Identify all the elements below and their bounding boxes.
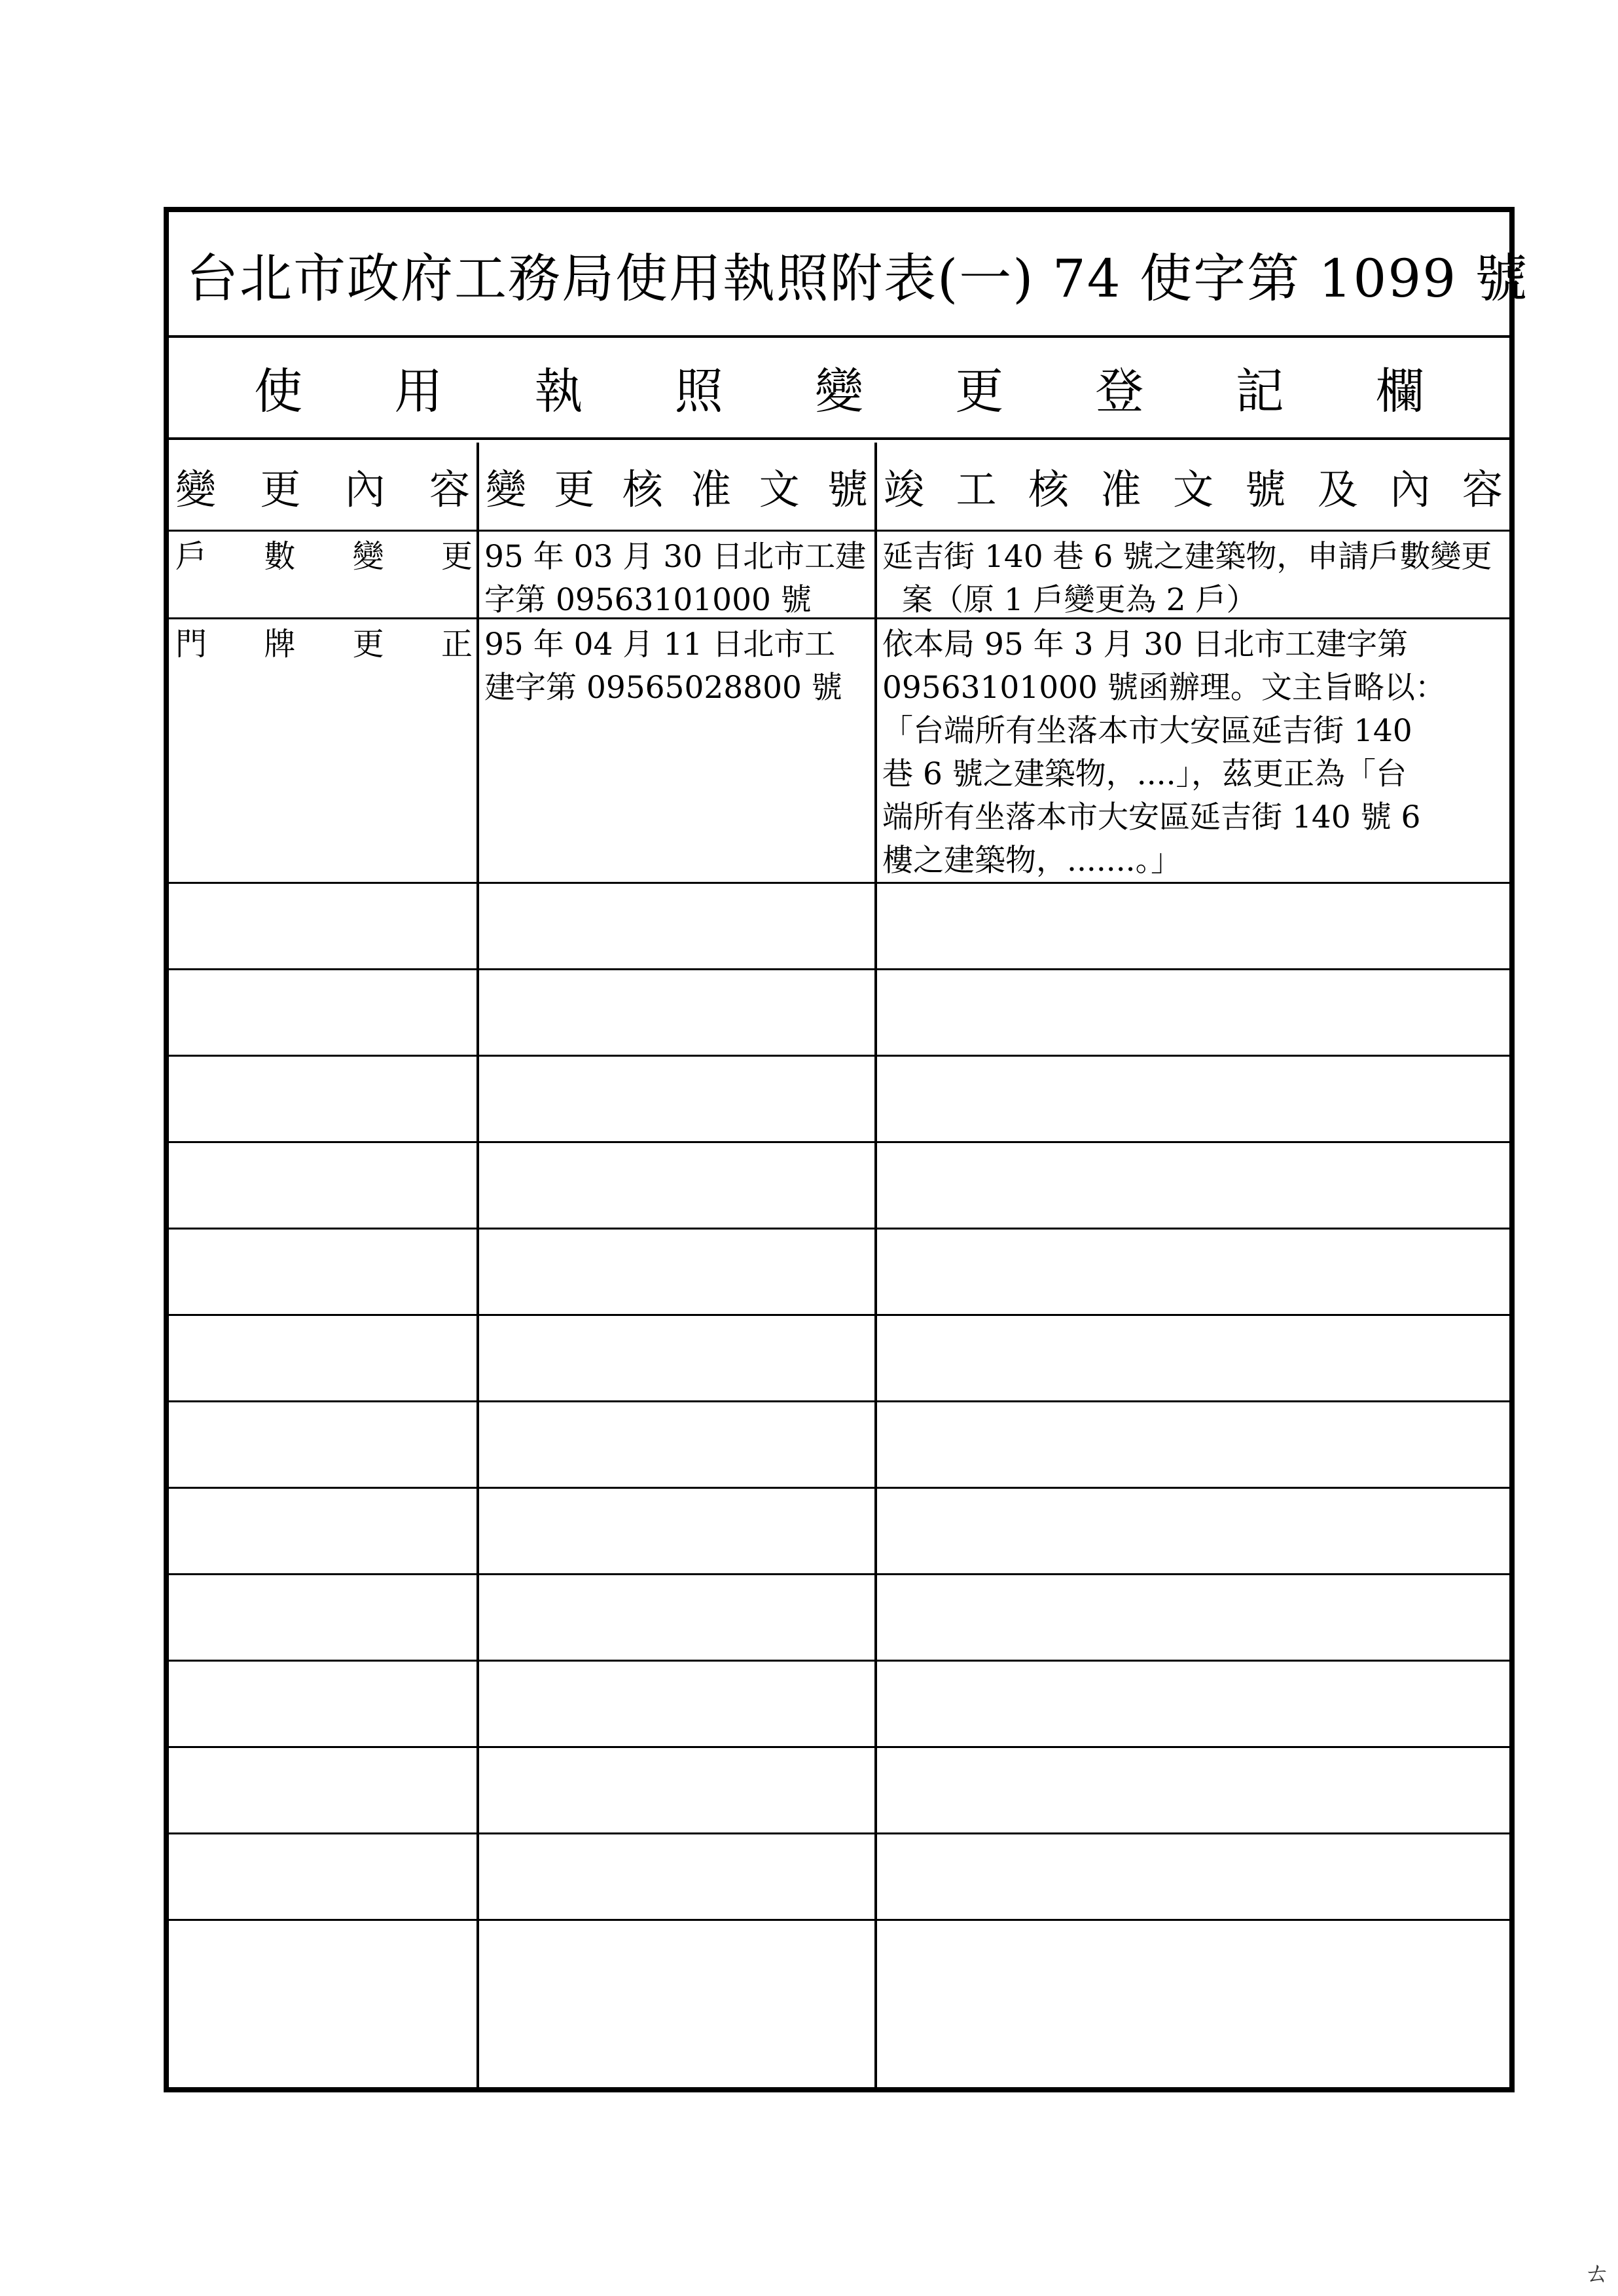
empty-cell xyxy=(877,1057,1509,1141)
type-char: 變 xyxy=(352,538,384,575)
license-change-form xyxy=(164,207,1529,2092)
empty-table-row xyxy=(169,1057,1509,1143)
header-char: 准 xyxy=(691,465,732,513)
empty-cell xyxy=(479,1662,877,1746)
empty-cell xyxy=(479,1748,877,1832)
empty-cell xyxy=(169,884,479,968)
type-char: 更 xyxy=(352,626,384,663)
header-char: 內 xyxy=(1390,465,1431,513)
empty-cell xyxy=(877,1748,1509,1832)
empty-cell xyxy=(169,1575,479,1660)
empty-cell xyxy=(169,1143,479,1228)
approval-line: 建字第 09565028800 號 xyxy=(484,670,842,706)
subtitle-char: 記 xyxy=(1235,363,1284,420)
type-char: 正 xyxy=(440,626,473,663)
empty-table-row xyxy=(169,1143,1509,1230)
type-char: 牌 xyxy=(264,626,296,663)
header-char: 工 xyxy=(956,465,997,513)
empty-cell xyxy=(877,1402,1509,1487)
empty-cell xyxy=(877,884,1509,968)
empty-table-row xyxy=(169,1402,1509,1489)
empty-cell xyxy=(877,1834,1509,1919)
empty-cell xyxy=(877,1489,1509,1573)
header-char: 號 xyxy=(1245,465,1286,513)
completion-content-cell xyxy=(877,619,1509,882)
subtitle-char: 登 xyxy=(1095,363,1144,420)
empty-table-row xyxy=(169,1748,1509,1834)
table-row xyxy=(169,619,1509,884)
content-line: 樓之建築物，.......。」 xyxy=(882,843,1182,879)
content-line: 09563101000 號函辦理。文主旨略以： xyxy=(882,670,1446,706)
approval-number-cell xyxy=(479,619,877,882)
empty-cell xyxy=(479,1489,877,1573)
header-char: 號 xyxy=(827,465,868,513)
change-type-cell xyxy=(169,532,479,617)
empty-table-row xyxy=(169,1316,1509,1402)
empty-cell xyxy=(877,1662,1509,1746)
header-char: 竣 xyxy=(884,465,925,513)
type-char: 數 xyxy=(264,538,296,575)
completion-content-cell xyxy=(877,532,1509,617)
empty-cell xyxy=(479,1575,877,1660)
empty-cell xyxy=(479,970,877,1055)
subtitle-char: 用 xyxy=(394,363,443,420)
subtitle-char: 照 xyxy=(674,363,723,420)
approval-line: 95 年 03 月 30 日北市工建 xyxy=(484,539,867,575)
header-change-content xyxy=(169,443,479,530)
empty-table-row xyxy=(169,1230,1509,1316)
empty-cell xyxy=(479,1834,877,1919)
empty-table-row xyxy=(169,1575,1509,1662)
empty-cell xyxy=(169,1057,479,1141)
type-char: 更 xyxy=(440,538,473,575)
header-char: 變 xyxy=(486,465,527,513)
header-char: 准 xyxy=(1100,465,1142,513)
empty-table-row xyxy=(169,1834,1509,1921)
empty-table-row xyxy=(169,1489,1509,1575)
table-row xyxy=(169,532,1509,619)
empty-cell xyxy=(169,1402,479,1487)
empty-cell xyxy=(479,1230,877,1314)
header-char: 文 xyxy=(1172,465,1214,513)
approval-line: 95 年 04 月 11 日北市工 xyxy=(484,627,836,663)
empty-cell xyxy=(169,1489,479,1573)
header-char: 更 xyxy=(554,465,595,513)
form-title: 台北市政府工務局使用執照附表(一) 74 使字第 1099 號 xyxy=(169,212,1509,338)
type-char: 戶 xyxy=(175,538,207,575)
subtitle-char: 欄 xyxy=(1375,363,1424,420)
header-char: 文 xyxy=(759,465,800,513)
header-completion-approval xyxy=(877,443,1509,530)
empty-cell xyxy=(169,1748,479,1832)
corner-mark: ㄊ xyxy=(1584,2258,1610,2288)
type-char: 門 xyxy=(175,626,207,663)
table-header-row xyxy=(169,443,1509,532)
empty-table-row xyxy=(169,1921,1509,2087)
empty-cell xyxy=(169,970,479,1055)
empty-cell xyxy=(169,1662,479,1746)
header-char: 變 xyxy=(175,465,217,513)
empty-cell xyxy=(479,1921,877,2087)
empty-cell xyxy=(169,1921,479,2087)
content-line: 端所有坐落本市大安區延吉街 140 號 6 xyxy=(882,799,1421,835)
subtitle-char: 使 xyxy=(254,363,303,420)
empty-cell xyxy=(479,1143,877,1228)
change-type-cell xyxy=(169,619,479,882)
empty-cell xyxy=(877,1143,1509,1228)
header-char: 容 xyxy=(1462,465,1503,513)
empty-cell xyxy=(877,970,1509,1055)
empty-cell xyxy=(479,1402,877,1487)
header-char: 及 xyxy=(1317,465,1358,513)
empty-cell xyxy=(877,1230,1509,1314)
empty-cell xyxy=(479,884,877,968)
change-record-table xyxy=(169,443,1509,2087)
header-char: 核 xyxy=(622,465,663,513)
content-line: 巷 6 號之建築物，....」，茲更正為「台 xyxy=(882,756,1407,792)
empty-cell xyxy=(479,1316,877,1400)
empty-cell xyxy=(877,1575,1509,1660)
header-char: 容 xyxy=(429,465,470,513)
empty-cell xyxy=(169,1834,479,1919)
header-char: 核 xyxy=(1028,465,1069,513)
empty-cell xyxy=(169,1316,479,1400)
subtitle-char: 更 xyxy=(955,363,1004,420)
header-char: 更 xyxy=(260,465,301,513)
content-line: 案（原 1 戶變更為 2 戶） xyxy=(882,582,1257,617)
approval-number-cell xyxy=(479,532,877,617)
header-approval-number xyxy=(479,443,877,530)
subtitle-char: 執 xyxy=(534,363,583,420)
empty-cell xyxy=(877,1316,1509,1400)
content-line: 延吉街 140 巷 6 號之建築物，申請戶數變更 xyxy=(882,539,1492,575)
content-line: 依本局 95 年 3 月 30 日北市工建字第 xyxy=(882,627,1409,663)
form-subtitle xyxy=(169,338,1509,440)
content-line: 「台端所有坐落本市大安區延吉街 140 xyxy=(882,713,1412,749)
header-char: 內 xyxy=(344,465,386,513)
empty-cell xyxy=(479,1057,877,1141)
empty-table-row xyxy=(169,884,1509,970)
empty-cell xyxy=(877,1921,1509,2087)
approval-line: 字第 09563101000 號 xyxy=(484,582,812,617)
empty-table-row xyxy=(169,970,1509,1057)
subtitle-char: 變 xyxy=(814,363,863,420)
empty-table-row xyxy=(169,1662,1509,1748)
empty-cell xyxy=(169,1230,479,1314)
